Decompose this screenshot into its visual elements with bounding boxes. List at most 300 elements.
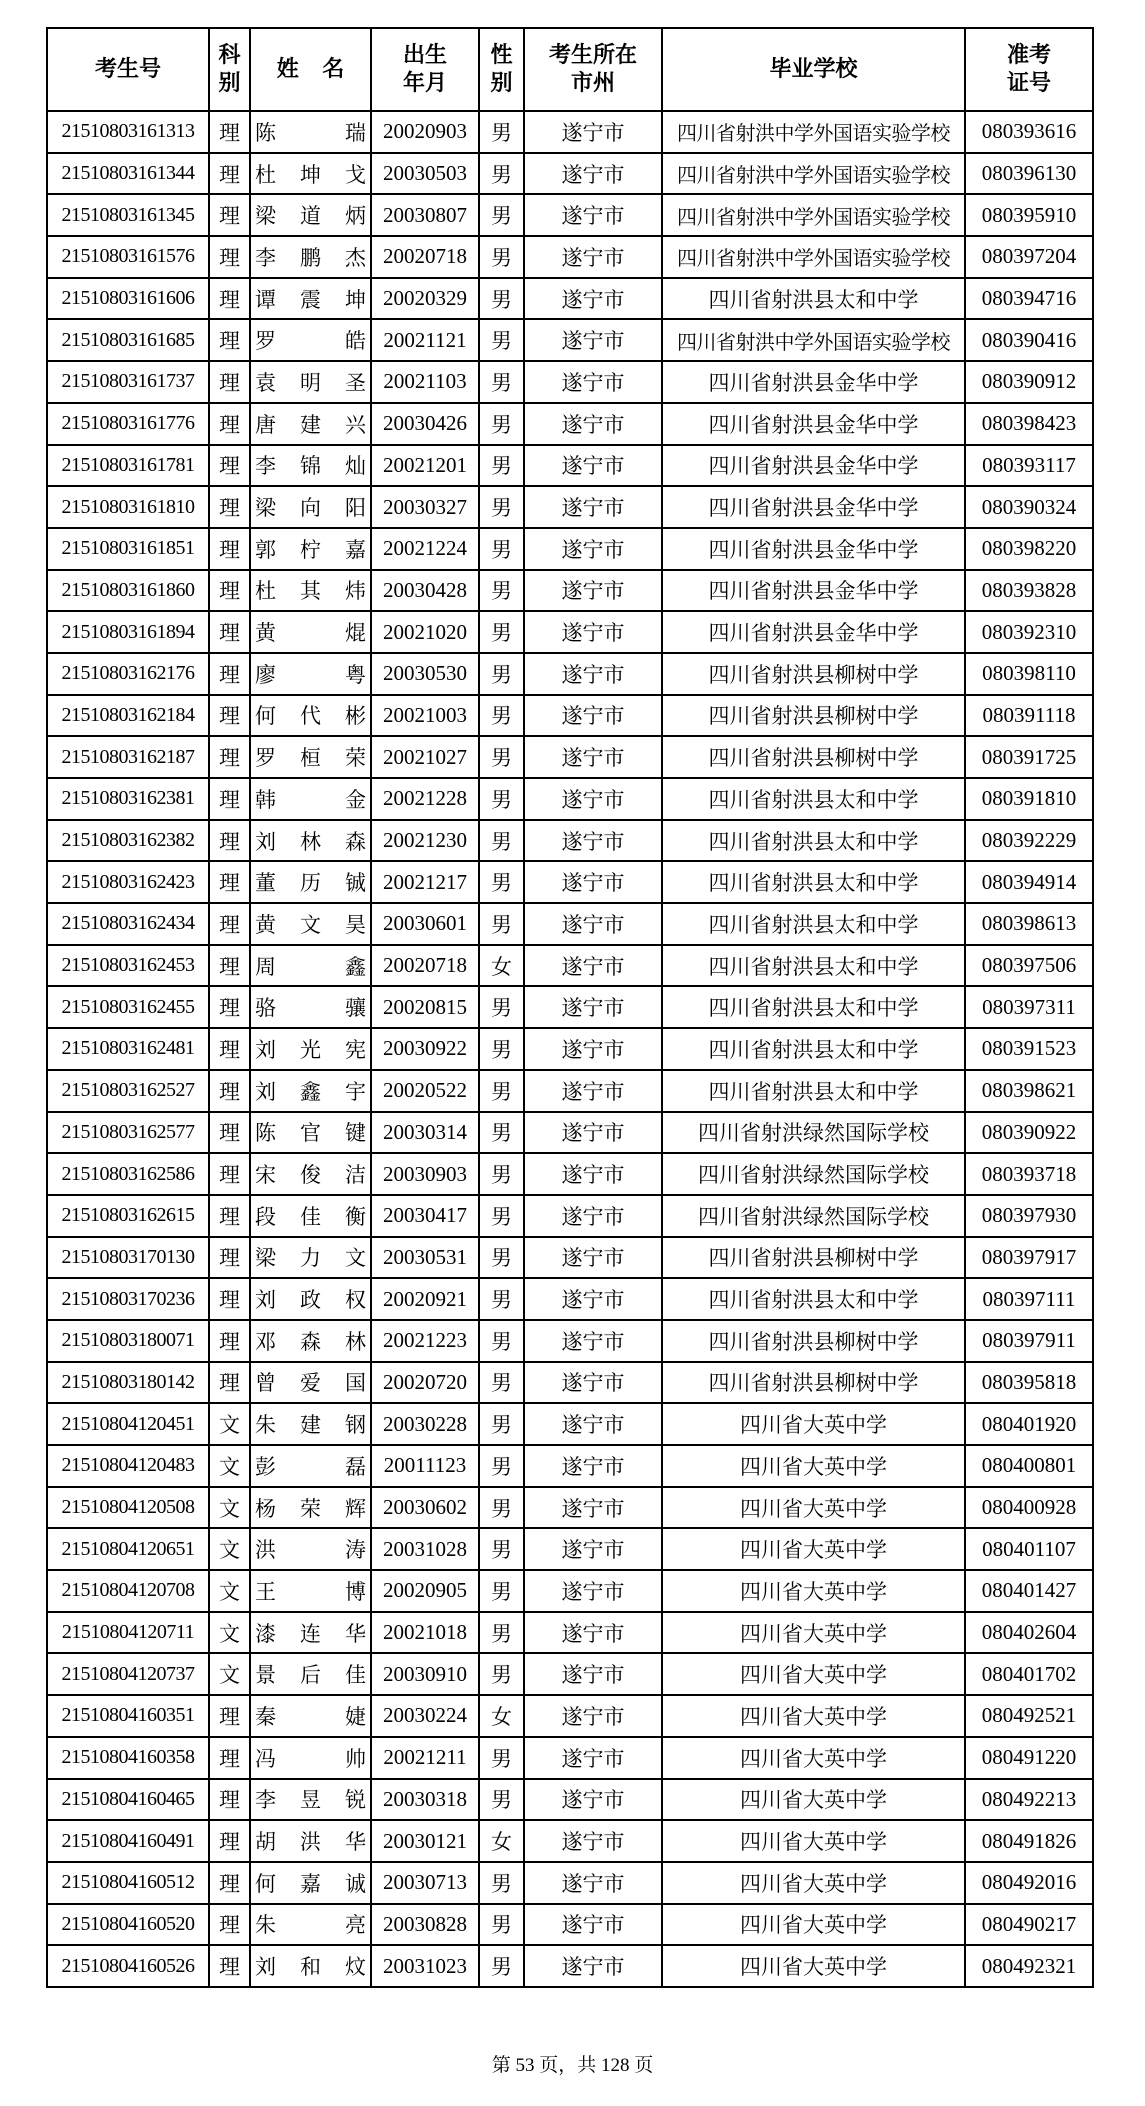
table-row (47, 153, 1093, 195)
cell-birth: 20030417 (371, 1195, 479, 1237)
cell-city: 遂宁市 (524, 1112, 662, 1154)
cell-gender: 女 (479, 1820, 524, 1862)
cell-city: 遂宁市 (524, 1403, 662, 1445)
cell-name (250, 903, 371, 945)
student-name: 黄文昊 (255, 912, 366, 937)
cell-subject: 文 (209, 1570, 250, 1612)
table-row (47, 1070, 1093, 1112)
cell-birth: 20030327 (371, 486, 479, 528)
cell-birth: 20030428 (371, 570, 479, 612)
cell-name (250, 736, 371, 778)
cell-school: 四川省射洪县柳树中学 (662, 653, 965, 695)
table-row (47, 1528, 1093, 1570)
cell-name (250, 1945, 371, 1987)
cell-ticket: 080398423 (965, 403, 1093, 445)
cell-birth: 20030531 (371, 1237, 479, 1279)
student-name: 宋俊洁 (255, 1163, 366, 1188)
cell-subject: 理 (209, 778, 250, 820)
cell-gender: 男 (479, 736, 524, 778)
table-row (47, 194, 1093, 236)
cell-gender: 女 (479, 1695, 524, 1737)
cell-gender: 男 (479, 570, 524, 612)
cell-exam-id: 21510803161313 (47, 111, 209, 153)
cell-subject: 理 (209, 1112, 250, 1154)
cell-name (250, 570, 371, 612)
cell-ticket: 080397506 (965, 945, 1093, 987)
cell-ticket: 080400801 (965, 1445, 1093, 1487)
table-row (47, 1153, 1093, 1195)
cell-ticket: 080397311 (965, 986, 1093, 1028)
table-row (47, 820, 1093, 862)
cell-birth: 20031023 (371, 1945, 479, 1987)
cell-name (250, 1445, 371, 1487)
cell-school: 四川省大英中学 (662, 1445, 965, 1487)
cell-gender: 男 (479, 278, 524, 320)
cell-exam-id: 21510803162382 (47, 820, 209, 862)
table-row (47, 1904, 1093, 1946)
cell-name (250, 1653, 371, 1695)
table-row (47, 945, 1093, 987)
cell-gender: 男 (479, 194, 524, 236)
cell-gender: 男 (479, 1195, 524, 1237)
cell-gender: 男 (479, 1737, 524, 1779)
cell-subject: 理 (209, 1862, 250, 1904)
cell-birth: 20020718 (371, 945, 479, 987)
cell-gender: 男 (479, 778, 524, 820)
cell-exam-id: 21510803161737 (47, 361, 209, 403)
student-name: 冯帅 (255, 1746, 366, 1771)
cell-ticket: 080394914 (965, 861, 1093, 903)
cell-subject: 理 (209, 111, 250, 153)
cell-exam-id: 21510803170236 (47, 1278, 209, 1320)
cell-school: 四川省大英中学 (662, 1487, 965, 1529)
student-name: 唐建兴 (255, 412, 366, 437)
table-row (47, 403, 1093, 445)
cell-exam-id: 21510803162577 (47, 1112, 209, 1154)
cell-school: 四川省大英中学 (662, 1403, 965, 1445)
student-name: 杨荣辉 (255, 1496, 366, 1521)
cell-city: 遂宁市 (524, 1278, 662, 1320)
cell-school: 四川省大英中学 (662, 1945, 965, 1987)
cell-gender: 男 (479, 153, 524, 195)
cell-subject: 理 (209, 1237, 250, 1279)
header-gender: 性别 (479, 28, 524, 111)
student-name: 刘政权 (255, 1288, 366, 1313)
page-footer: 第 53 页，共 128 页 (491, 2055, 654, 2076)
cell-subject: 理 (209, 153, 250, 195)
cell-subject: 理 (209, 1779, 250, 1821)
cell-school: 四川省射洪县柳树中学 (662, 736, 965, 778)
cell-school: 四川省射洪县太和中学 (662, 278, 965, 320)
cell-subject: 理 (209, 403, 250, 445)
table-row (47, 736, 1093, 778)
cell-name (250, 1695, 371, 1737)
cell-birth: 20020921 (371, 1278, 479, 1320)
student-name: 郭柠嘉 (255, 537, 366, 562)
cell-ticket: 080398110 (965, 653, 1093, 695)
cell-exam-id: 21510803161894 (47, 611, 209, 653)
cell-city: 遂宁市 (524, 236, 662, 278)
student-name: 廖粤 (255, 662, 366, 687)
cell-city: 遂宁市 (524, 319, 662, 361)
cell-gender: 男 (479, 611, 524, 653)
cell-name (250, 1820, 371, 1862)
header-city: 考生所在市州 (524, 28, 662, 111)
cell-birth: 20030121 (371, 1820, 479, 1862)
cell-name (250, 695, 371, 737)
cell-birth: 20030601 (371, 903, 479, 945)
cell-name (250, 1862, 371, 1904)
cell-city: 遂宁市 (524, 1028, 662, 1070)
cell-city: 遂宁市 (524, 778, 662, 820)
cell-gender: 男 (479, 111, 524, 153)
cell-exam-id: 21510804120483 (47, 1445, 209, 1487)
cell-school: 四川省射洪中学外国语实验学校 (662, 236, 965, 278)
cell-school: 四川省射洪县太和中学 (662, 1070, 965, 1112)
cell-ticket: 080392310 (965, 611, 1093, 653)
cell-ticket: 080397111 (965, 1278, 1093, 1320)
cell-birth: 20021201 (371, 445, 479, 487)
cell-name (250, 278, 371, 320)
student-name: 彭磊 (255, 1454, 366, 1479)
cell-school: 四川省大英中学 (662, 1779, 965, 1821)
student-name: 梁向阳 (255, 496, 366, 521)
cell-gender: 男 (479, 903, 524, 945)
cell-ticket: 080492521 (965, 1695, 1093, 1737)
cell-subject: 理 (209, 1945, 250, 1987)
cell-subject: 理 (209, 611, 250, 653)
cell-gender: 男 (479, 1570, 524, 1612)
cell-school: 四川省射洪县金华中学 (662, 570, 965, 612)
cell-gender: 男 (479, 1320, 524, 1362)
cell-name (250, 445, 371, 487)
cell-name (250, 861, 371, 903)
cell-gender: 男 (479, 1487, 524, 1529)
cell-gender: 男 (479, 1612, 524, 1654)
cell-ticket: 080391810 (965, 778, 1093, 820)
cell-school: 四川省射洪中学外国语实验学校 (662, 111, 965, 153)
table-row (47, 1612, 1093, 1654)
table-row (47, 653, 1093, 695)
cell-birth: 20020718 (371, 236, 479, 278)
cell-birth: 20031028 (371, 1528, 479, 1570)
student-name: 李鹏杰 (255, 245, 366, 270)
cell-school: 四川省射洪中学外国语实验学校 (662, 319, 965, 361)
cell-ticket: 080398220 (965, 528, 1093, 570)
cell-school: 四川省射洪中学外国语实验学校 (662, 153, 965, 195)
cell-exam-id: 21510803161345 (47, 194, 209, 236)
header-name-2: 名 (322, 56, 345, 82)
table-row (47, 1362, 1093, 1404)
cell-ticket: 080397917 (965, 1237, 1093, 1279)
cell-birth: 20020329 (371, 278, 479, 320)
cell-subject: 理 (209, 194, 250, 236)
cell-school: 四川省射洪绿然国际学校 (662, 1153, 965, 1195)
cell-subject: 理 (209, 1195, 250, 1237)
student-name: 邓森林 (255, 1329, 366, 1354)
cell-school: 四川省射洪县金华中学 (662, 486, 965, 528)
cell-exam-id: 21510803162481 (47, 1028, 209, 1070)
cell-ticket: 080390912 (965, 361, 1093, 403)
cell-city: 遂宁市 (524, 278, 662, 320)
cell-subject: 理 (209, 319, 250, 361)
cell-gender: 男 (479, 319, 524, 361)
cell-city: 遂宁市 (524, 1737, 662, 1779)
cell-subject: 理 (209, 1737, 250, 1779)
cell-gender: 男 (479, 486, 524, 528)
cell-name (250, 1237, 371, 1279)
cell-city: 遂宁市 (524, 1904, 662, 1946)
cell-exam-id: 21510804160526 (47, 1945, 209, 1987)
cell-gender: 男 (479, 1904, 524, 1946)
cell-subject: 理 (209, 653, 250, 695)
cell-exam-id: 21510803162455 (47, 986, 209, 1028)
header-subject: 科别 (209, 28, 250, 111)
student-name: 何代彬 (255, 704, 366, 729)
cell-exam-id: 21510803170130 (47, 1237, 209, 1279)
cell-gender: 男 (479, 1862, 524, 1904)
cell-birth: 20030426 (371, 403, 479, 445)
cell-gender: 男 (479, 1362, 524, 1404)
student-name: 景后佳 (255, 1663, 366, 1688)
cell-school: 四川省射洪绿然国际学校 (662, 1112, 965, 1154)
cell-birth: 20030530 (371, 653, 479, 695)
cell-exam-id: 21510804160465 (47, 1779, 209, 1821)
cell-subject: 理 (209, 986, 250, 1028)
cell-city: 遂宁市 (524, 194, 662, 236)
cell-birth: 20020720 (371, 1362, 479, 1404)
student-name: 董历铖 (255, 871, 366, 896)
cell-city: 遂宁市 (524, 945, 662, 987)
cell-ticket: 080395910 (965, 194, 1093, 236)
table-row (47, 1653, 1093, 1695)
cell-ticket: 080401920 (965, 1403, 1093, 1445)
table-row (47, 1737, 1093, 1779)
table-header-row (47, 28, 1093, 111)
cell-subject: 理 (209, 1153, 250, 1195)
cell-ticket: 080492213 (965, 1779, 1093, 1821)
cell-ticket: 080390416 (965, 319, 1093, 361)
cell-birth: 20020815 (371, 986, 479, 1028)
cell-school: 四川省射洪绿然国际学校 (662, 1195, 965, 1237)
cell-exam-id: 21510803161576 (47, 236, 209, 278)
cell-name (250, 1403, 371, 1445)
cell-exam-id: 21510804120711 (47, 1612, 209, 1654)
cell-subject: 理 (209, 528, 250, 570)
cell-subject: 文 (209, 1528, 250, 1570)
cell-ticket: 080401107 (965, 1528, 1093, 1570)
cell-subject: 文 (209, 1653, 250, 1695)
cell-name (250, 1612, 371, 1654)
cell-ticket: 080393718 (965, 1153, 1093, 1195)
cell-name (250, 528, 371, 570)
cell-birth: 20021217 (371, 861, 479, 903)
cell-city: 遂宁市 (524, 1320, 662, 1362)
cell-subject: 理 (209, 1820, 250, 1862)
cell-subject: 文 (209, 1445, 250, 1487)
table-row (47, 611, 1093, 653)
cell-ticket: 080397911 (965, 1320, 1093, 1362)
table-row (47, 778, 1093, 820)
cell-ticket: 080396130 (965, 153, 1093, 195)
student-name: 罗桓荣 (255, 746, 366, 771)
cell-ticket: 080401702 (965, 1653, 1093, 1695)
table-row (47, 486, 1093, 528)
cell-ticket: 080393616 (965, 111, 1093, 153)
student-name: 韩金 (255, 787, 366, 812)
cell-name (250, 486, 371, 528)
cell-name (250, 1570, 371, 1612)
cell-name (250, 1779, 371, 1821)
cell-exam-id: 21510804160520 (47, 1904, 209, 1946)
table-row (47, 986, 1093, 1028)
table-row (47, 1403, 1093, 1445)
cell-subject: 文 (209, 1487, 250, 1529)
cell-subject: 理 (209, 486, 250, 528)
cell-school: 四川省射洪县太和中学 (662, 861, 965, 903)
cell-name (250, 236, 371, 278)
table-row (47, 1487, 1093, 1529)
cell-school: 四川省大英中学 (662, 1737, 965, 1779)
cell-name (250, 1487, 371, 1529)
cell-name (250, 194, 371, 236)
cell-name (250, 778, 371, 820)
table-row (47, 236, 1093, 278)
cell-name (250, 945, 371, 987)
cell-exam-id: 21510804160491 (47, 1820, 209, 1862)
cell-exam-id: 21510804120708 (47, 1570, 209, 1612)
table-row (47, 361, 1093, 403)
cell-exam-id: 21510803161606 (47, 278, 209, 320)
cell-city: 遂宁市 (524, 611, 662, 653)
cell-subject: 理 (209, 361, 250, 403)
cell-school: 四川省射洪县金华中学 (662, 445, 965, 487)
cell-school: 四川省射洪县太和中学 (662, 945, 965, 987)
cell-birth: 20021018 (371, 1612, 479, 1654)
cell-exam-id: 21510803162184 (47, 695, 209, 737)
cell-gender: 男 (479, 1445, 524, 1487)
cell-exam-id: 21510803162381 (47, 778, 209, 820)
table-row (47, 1945, 1093, 1987)
cell-birth: 20021223 (371, 1320, 479, 1362)
cell-school: 四川省射洪县太和中学 (662, 1028, 965, 1070)
cell-subject: 理 (209, 1070, 250, 1112)
cell-school: 四川省射洪县柳树中学 (662, 1362, 965, 1404)
cell-subject: 理 (209, 945, 250, 987)
cell-name (250, 820, 371, 862)
cell-gender: 男 (479, 1528, 524, 1570)
cell-school: 四川省大英中学 (662, 1862, 965, 1904)
cell-name (250, 153, 371, 195)
table-row (47, 861, 1093, 903)
header-ticket: 准考证号 (965, 28, 1093, 111)
cell-birth: 20021121 (371, 319, 479, 361)
cell-exam-id: 21510803162527 (47, 1070, 209, 1112)
cell-birth: 20020905 (371, 1570, 479, 1612)
cell-ticket: 080400928 (965, 1487, 1093, 1529)
cell-birth: 20021020 (371, 611, 479, 653)
student-name: 曾爱国 (255, 1371, 366, 1396)
cell-ticket: 080398613 (965, 903, 1093, 945)
cell-name (250, 1362, 371, 1404)
student-name: 刘鑫宇 (255, 1079, 366, 1104)
cell-school: 四川省射洪县金华中学 (662, 528, 965, 570)
cell-city: 遂宁市 (524, 695, 662, 737)
cell-exam-id: 21510804120651 (47, 1528, 209, 1570)
cell-birth: 20030828 (371, 1904, 479, 1946)
cell-school: 四川省射洪县柳树中学 (662, 1237, 965, 1279)
table-row (47, 1237, 1093, 1279)
cell-city: 遂宁市 (524, 1945, 662, 1987)
cell-birth: 20021211 (371, 1737, 479, 1779)
cell-ticket: 080491220 (965, 1737, 1093, 1779)
table-row (47, 111, 1093, 153)
cell-city: 遂宁市 (524, 861, 662, 903)
table-row (47, 1820, 1093, 1862)
cell-ticket: 080390324 (965, 486, 1093, 528)
student-name: 杜其炜 (255, 579, 366, 604)
cell-name (250, 1278, 371, 1320)
cell-gender: 男 (479, 403, 524, 445)
cell-city: 遂宁市 (524, 1779, 662, 1821)
table-row (47, 1779, 1093, 1821)
cell-city: 遂宁市 (524, 1445, 662, 1487)
cell-school: 四川省射洪县太和中学 (662, 820, 965, 862)
cell-subject: 理 (209, 278, 250, 320)
cell-subject: 文 (209, 1403, 250, 1445)
cell-school: 四川省射洪县太和中学 (662, 903, 965, 945)
cell-birth: 20030807 (371, 194, 479, 236)
cell-subject: 理 (209, 1278, 250, 1320)
student-name: 段佳衡 (255, 1204, 366, 1229)
cell-ticket: 080391523 (965, 1028, 1093, 1070)
cell-name (250, 1153, 371, 1195)
cell-ticket: 080492016 (965, 1862, 1093, 1904)
cell-subject: 理 (209, 1904, 250, 1946)
cell-name (250, 1195, 371, 1237)
cell-exam-id: 21510804120508 (47, 1487, 209, 1529)
cell-gender: 男 (479, 653, 524, 695)
cell-city: 遂宁市 (524, 736, 662, 778)
student-name: 秦婕 (255, 1704, 366, 1729)
cell-city: 遂宁市 (524, 1070, 662, 1112)
cell-gender: 男 (479, 445, 524, 487)
cell-exam-id: 21510803161851 (47, 528, 209, 570)
cell-ticket: 080391118 (965, 695, 1093, 737)
cell-gender: 男 (479, 1779, 524, 1821)
table-row (47, 1028, 1093, 1070)
table-row (47, 1195, 1093, 1237)
cell-exam-id: 21510803161781 (47, 445, 209, 487)
cell-city: 遂宁市 (524, 903, 662, 945)
cell-school: 四川省射洪县金华中学 (662, 361, 965, 403)
cell-gender: 男 (479, 1153, 524, 1195)
cell-birth: 20020903 (371, 111, 479, 153)
cell-gender: 男 (479, 1070, 524, 1112)
cell-city: 遂宁市 (524, 361, 662, 403)
cell-exam-id: 21510803161344 (47, 153, 209, 195)
table-row (47, 1445, 1093, 1487)
student-name: 黄焜 (255, 621, 366, 646)
cell-city: 遂宁市 (524, 1362, 662, 1404)
cell-name (250, 111, 371, 153)
cell-school: 四川省大英中学 (662, 1820, 965, 1862)
cell-city: 遂宁市 (524, 1487, 662, 1529)
cell-school: 四川省大英中学 (662, 1612, 965, 1654)
cell-birth: 20021230 (371, 820, 479, 862)
cell-gender: 男 (479, 1237, 524, 1279)
student-name: 何嘉诚 (255, 1871, 366, 1896)
